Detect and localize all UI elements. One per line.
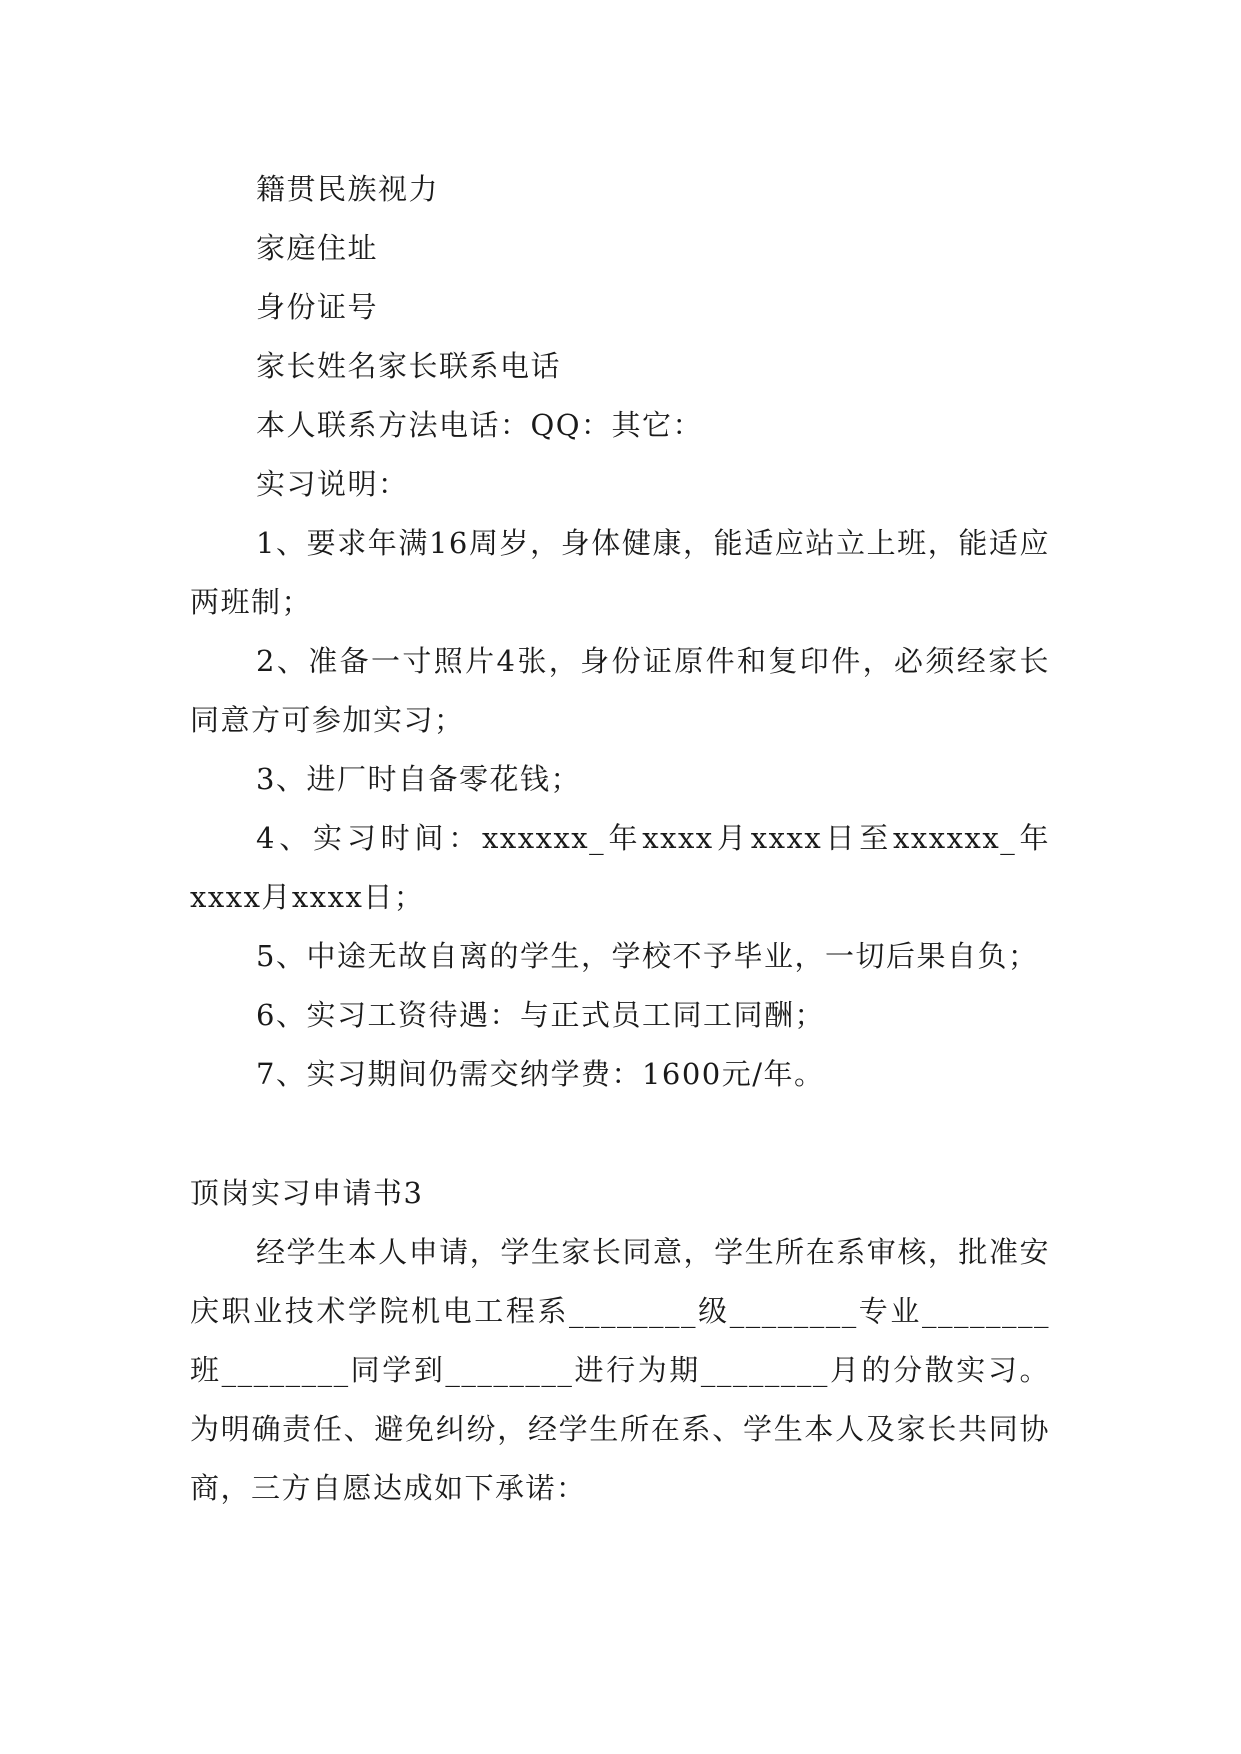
note-item-7: 7、实习期间仍需交纳学费：1600元/年。 [256, 1057, 825, 1091]
note-item-5: 5、中途无故自离的学生，学校不予毕业，一切后果自负； [256, 939, 1039, 973]
field-personal-contact: 本人联系方法电话：QQ：其它： [256, 408, 704, 442]
field-parent-contact: 家长姓名家长联系电话 [256, 349, 562, 383]
note-item-6: 6、实习工资待遇：与正式员工同工同酬； [256, 998, 825, 1032]
field-origin-ethnicity-vision: 籍贯民族视力 [256, 172, 440, 206]
field-home-address: 家庭住址 [256, 231, 379, 265]
note-item-3: 3、进厂时自备零花钱； [256, 762, 581, 796]
document-content [190, 160, 1050, 1518]
field-id-number: 身份证号 [256, 290, 379, 324]
notes-heading: 实习说明： [256, 467, 409, 501]
note-item-4: 4、实习时间：xxxxxx_年xxxx月xxxx日至xxxxxx_年xxxx月xxxx日； [190, 821, 1050, 914]
section-title: 顶岗实习申请书3 [190, 1176, 424, 1210]
note-item-2: 2、准备一寸照片4张，身份证原件和复印件，必须经家长同意方可参加实习； [190, 644, 1050, 737]
section-gap [190, 1104, 1050, 1164]
section-body: 经学生本人申请，学生家长同意，学生所在系审核，批准安庆职业技术学院机电工程系________级________专业________班________同学到________进行为期________月的分散实习。为明确责任、避免纠纷，经学生所在系、学生本人及家长共同协商，三方自愿达成如下承诺： [190, 1235, 1050, 1505]
note-item-1: 1、要求年满16周岁，身体健康，能适应站立上班，能适应两班制； [190, 526, 1050, 619]
